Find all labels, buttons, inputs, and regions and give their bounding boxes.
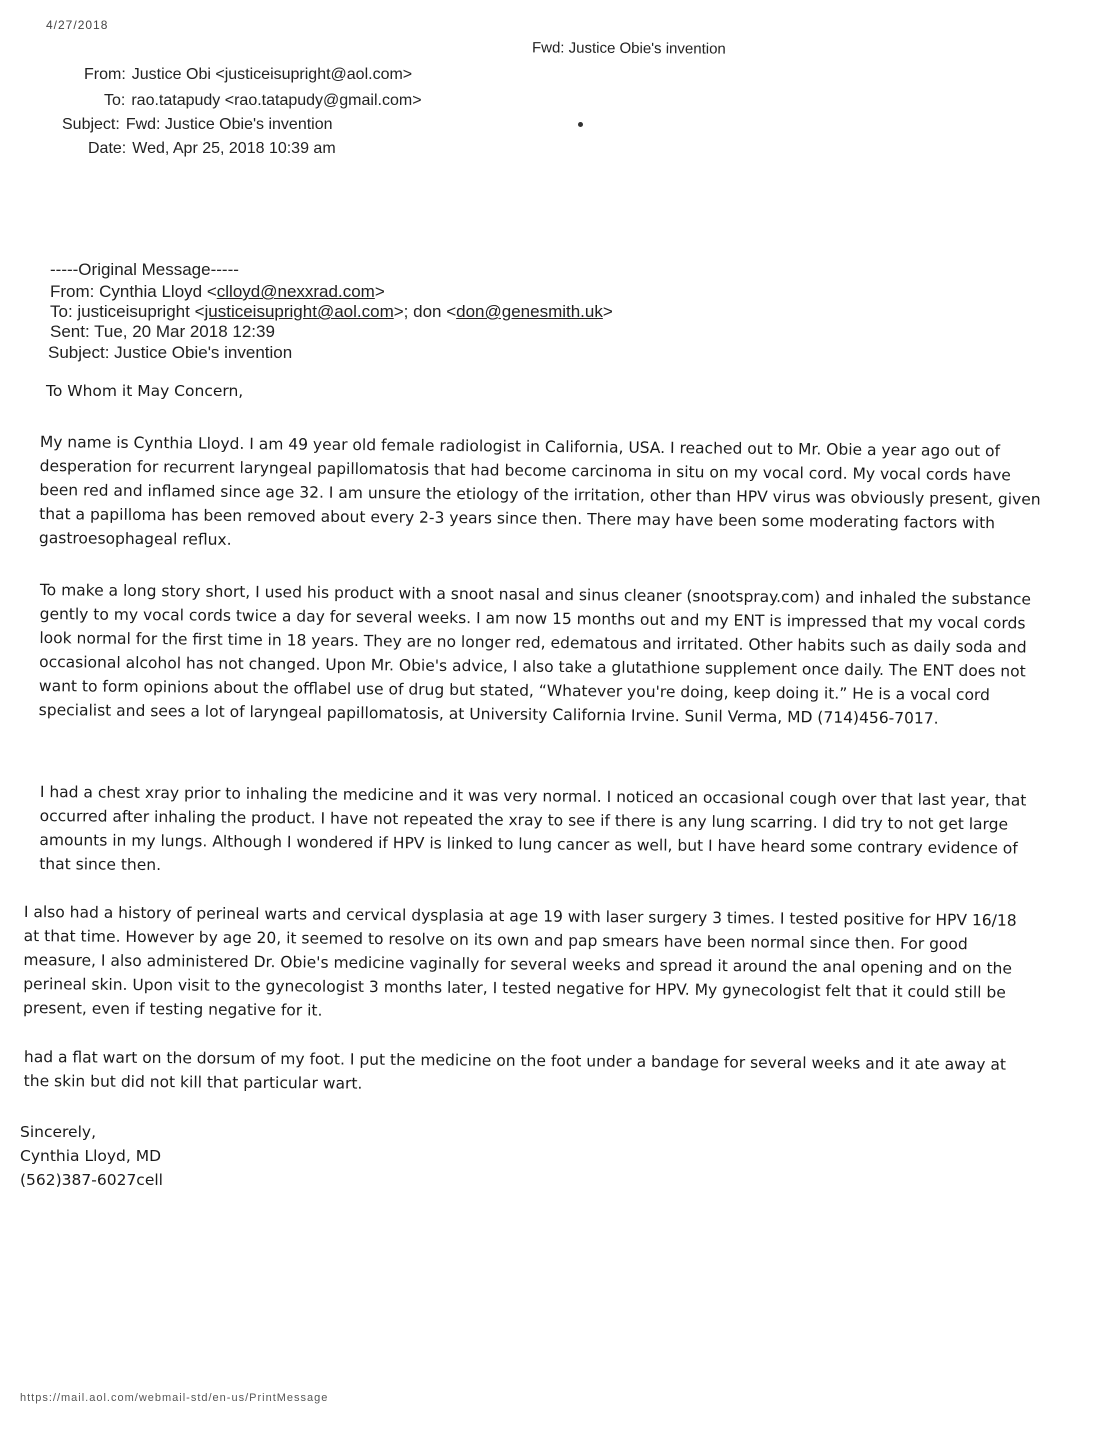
original-sent: Sent: Tue, 20 Mar 2018 12:39 <box>50 322 275 341</box>
footer-url: https://mail.aol.com/webmail-std/en-us/PrintMessage <box>20 1392 329 1404</box>
signoff <box>20 1120 163 1192</box>
signature: Cynthia Lloyd, MD <box>20 1147 162 1165</box>
original-from-prefix: From: Cynthia Lloyd < <box>50 282 217 301</box>
header-date-label: Date: <box>88 140 127 157</box>
original-message-separator: -----Original Message----- <box>50 260 239 279</box>
header-subject-label: Subject: <box>62 116 120 133</box>
header-to-value: rao.tatapudy <rao.tatapudy@gmail.com> <box>131 92 422 109</box>
print-date: 4/27/2018 <box>46 18 109 32</box>
original-subject: Subject: Justice Obie's invention <box>48 343 293 362</box>
original-to <box>50 302 613 322</box>
closing: Sincerely, <box>20 1123 97 1141</box>
page-title: Fwd: Justice Obie's invention <box>531 39 726 58</box>
letter-paragraph-4: I also had a history of perineal warts and cervical dysplasia at age 19 with laser surgery 3 times. I tested positive for HPV 16/18 at that time. However by age 20, it seemed to resolve on its own and pap smears have been normal since then. For good measure, I also administered Dr. Obie's medicine vaginally for several weeks and spread it around the anal opening and on the perineal skin. Upon visit to the gynecologist 3 months later, I tested negative for HPV. My gynecologist felt that it could still be present, even if testing negative for it. <box>22 902 1017 1020</box>
original-to-close: > <box>602 302 613 321</box>
header-to <box>104 92 422 110</box>
header-from-label: From: <box>84 66 126 83</box>
header-subject-value: Fwd: Justice Obie's invention <box>125 116 333 133</box>
scan-speck <box>578 122 583 127</box>
phone: (562)387-6027cell <box>20 1171 163 1189</box>
original-to-prefix: To: justiceisupright < <box>50 302 205 321</box>
header-to-label: To: <box>104 92 126 109</box>
header-subject <box>62 116 333 134</box>
letter-paragraph-3: I had a chest xray prior to inhaling the medicine and it was very normal. I noticed an occasional cough over that last year, that occurred after inhaling the product. I have not repeated the xray to see if there is any lung scarring. I did try to not get large amounts in my lungs. Although I wondered if HPV is linked to lung cancer as well, but I have heard some contrary evidence of that since then. <box>39 782 1027 875</box>
original-from-email-link[interactable]: clloyd@nexxrad.com <box>216 282 375 301</box>
header-from-value: Justice Obi <justiceisupright@aol.com> <box>131 66 413 83</box>
header-date <box>88 140 336 158</box>
letter-greeting: To Whom it May Concern, <box>46 382 244 400</box>
original-from <box>50 282 385 302</box>
original-to-email-link-1[interactable]: justiceisupright@aol.com <box>204 302 394 321</box>
letter-paragraph-5: had a flat wart on the dorsum of my foot. I put the medicine on the foot under a bandage for several weeks and it ate away at the skin but did not kill that particular wart. <box>23 1047 1007 1093</box>
letter-paragraph-1: My name is Cynthia Lloyd. I am 49 year old female radiologist in California, USA. I reached out to Mr. Obie a year ago out of desperation for recurrent laryngeal papillomatosis that had become carcinoma in situ on my vocal cord. My vocal cords have been red and inflamed since age 32. I am unsure the etiology of the irritation, other than HPV virus was obviously present, given that a papilloma has been removed about every 2-3 years since then. There may have been some moderating factors with gastroesophageal reflux. <box>38 432 1041 549</box>
header-from <box>84 66 412 84</box>
original-from-close: > <box>374 282 385 301</box>
original-to-mid: >; don < <box>393 302 457 321</box>
letter-paragraph-2: To make a long story short, I used his product with a snoot nasal and sinus cleaner (snootspray.com) and inhaled the substance gently to my vocal cords twice a day for several weeks. I am now 15 months out and my ENT is impressed that my vocal cords look normal for the first time in 18 years. They are no longer red, edematous and irritated. Other habits such as daily soda and occasional alcohol has not changed. Upon Mr. Obie's advice, I also take a glutathione supplement once daily. The ENT does not want to form opinions about the offlabel use of drug but stated, “Whatever you're doing, keep doing it.” He is a vocal cord specialist and sees a lot of laryngeal papillomatosis, at University California Irvine. Sunil Verma, MD (714)456-7017. <box>38 580 1032 728</box>
original-to-email-link-2[interactable]: don@genesmith.uk <box>456 302 603 321</box>
header-date-value: Wed, Apr 25, 2018 10:39 am <box>132 140 336 157</box>
